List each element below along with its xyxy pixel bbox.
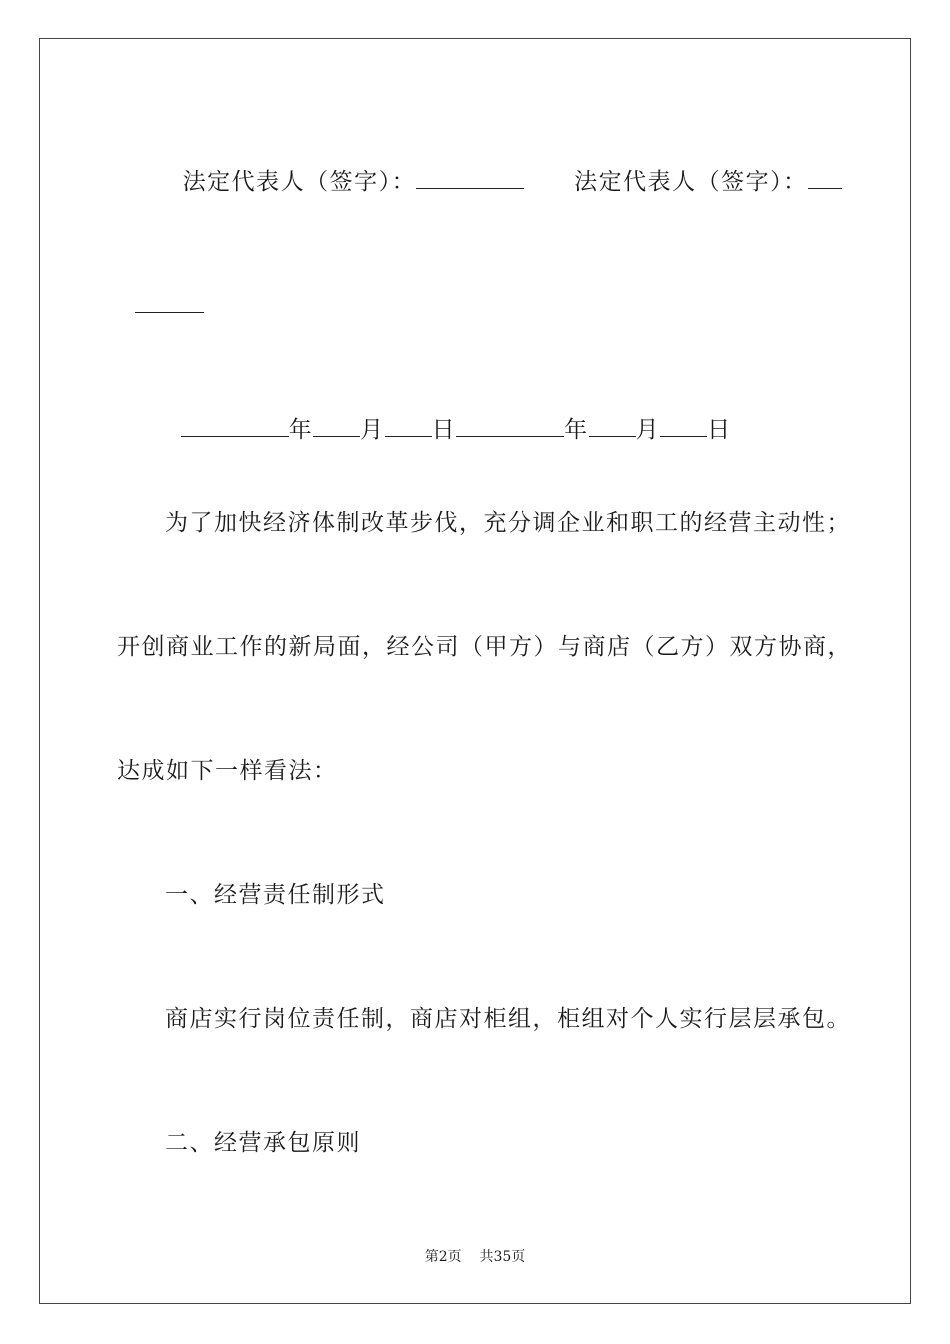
signature-label-left: 法定代表人（签字）： xyxy=(182,169,417,195)
month-blank xyxy=(313,414,360,437)
page-footer xyxy=(0,1248,950,1266)
year-label-2: 年 xyxy=(564,417,589,443)
month-blank-2 xyxy=(589,414,636,437)
page-number: 第2页 xyxy=(424,1249,462,1265)
signature-label-right: 法定代表人（签字）： xyxy=(574,169,808,195)
day-blank-2 xyxy=(660,414,707,437)
year-blank xyxy=(181,414,289,437)
signature-line xyxy=(165,136,842,197)
section-heading-2: 二、经营承包原则 xyxy=(165,1130,361,1156)
signature-blank-right xyxy=(808,166,842,189)
paragraph-intro-line-1: 为了加快经济体制改革步伐，充分调企业和职工的经营主动性； xyxy=(165,510,851,536)
paragraph-intro-line-2: 开创商业工作的新局面，经公司（甲方）与商店（乙方）双方协商， xyxy=(117,634,852,660)
day-label-2: 日 xyxy=(707,417,732,443)
page-border xyxy=(39,38,911,1304)
date-line xyxy=(163,384,732,445)
section-heading-1: 一、经营责任制形式 xyxy=(165,882,386,908)
signature-blank-continued xyxy=(117,260,204,321)
total-pages: 共35页 xyxy=(479,1249,526,1265)
day-label: 日 xyxy=(431,417,457,443)
day-blank xyxy=(385,414,432,437)
section-1-body: 商店实行岗位责任制，商店对柜组，柜组对个人实行层层承包。 xyxy=(165,1006,851,1032)
month-label: 月 xyxy=(360,417,385,443)
signature-blank-left xyxy=(416,166,524,189)
month-label-2: 月 xyxy=(635,417,661,443)
year-label: 年 xyxy=(288,417,314,443)
year-blank-2 xyxy=(456,414,564,437)
paragraph-intro-line-3: 达成如下一样看法： xyxy=(117,758,338,784)
